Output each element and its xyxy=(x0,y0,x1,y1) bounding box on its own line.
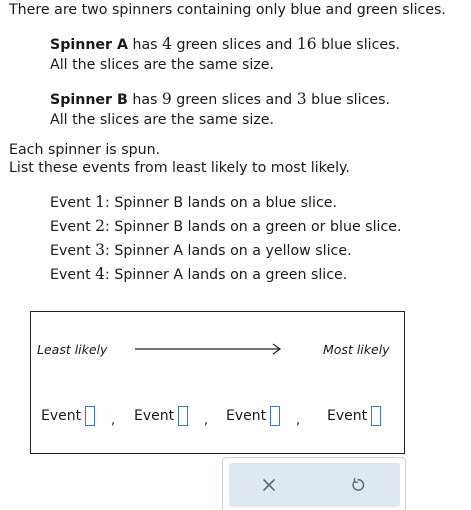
event-label: Event xyxy=(50,267,96,283)
event-item xyxy=(50,238,402,262)
slot-label: Event xyxy=(134,408,175,424)
slot-separator: , xyxy=(111,413,116,428)
spinner-a-blue-count: 16 xyxy=(296,35,317,53)
event-item xyxy=(50,190,402,214)
intro-text: There are two spinners containing only blue and green slices. xyxy=(9,2,446,18)
event-number: 1 xyxy=(95,193,106,211)
spinner-a-text: green slices and xyxy=(171,37,297,53)
least-likely-label: Least likely xyxy=(37,342,108,357)
answer-slot-1 xyxy=(41,405,95,426)
event-number: 3 xyxy=(95,241,106,259)
spinner-b-blue-count: 3 xyxy=(296,90,307,108)
slot-input-1[interactable] xyxy=(85,406,95,426)
event-label: Event xyxy=(50,195,96,211)
event-item xyxy=(50,262,402,286)
spinner-b-text: has xyxy=(127,92,162,108)
slot-input-3[interactable] xyxy=(270,406,280,426)
spinner-b-green-count: 9 xyxy=(161,90,172,108)
slot-separator: , xyxy=(204,413,209,428)
likelihood-arrow xyxy=(134,342,284,356)
slot-input-2[interactable] xyxy=(178,406,188,426)
slot-input-4[interactable] xyxy=(371,406,381,426)
spinner-b-text: green slices and xyxy=(171,92,297,108)
spinner-a-text: has xyxy=(127,37,163,53)
event-text: : Spinner A lands on a green slice. xyxy=(105,267,348,283)
answer-box xyxy=(30,311,405,454)
slot-separator: , xyxy=(296,413,301,428)
instruction xyxy=(9,141,350,177)
event-text: : Spinner B lands on a blue slice. xyxy=(105,195,337,211)
spinner-a-text: blue slices. xyxy=(316,37,401,53)
spinner-a-name: Spinner A xyxy=(50,37,128,53)
instruction-line2: List these events from least likely to most likely. xyxy=(9,160,350,176)
spinner-a-line2: All the slices are the same size. xyxy=(50,57,275,73)
slot-label: Event xyxy=(327,408,368,424)
spinner-b-name: Spinner B xyxy=(50,92,128,108)
answer-slot-4 xyxy=(327,405,381,426)
spinner-a-green-count: 4 xyxy=(162,35,172,53)
event-number: 2 xyxy=(95,217,106,235)
event-number: 4 xyxy=(95,265,106,283)
answer-slot-3 xyxy=(226,405,280,426)
slot-label: Event xyxy=(41,408,82,424)
spinner-a-description xyxy=(50,34,400,75)
event-label: Event xyxy=(50,219,96,235)
clear-button[interactable] xyxy=(239,463,299,507)
event-list xyxy=(50,190,402,286)
close-icon xyxy=(261,477,277,493)
event-text: : Spinner B lands on a green or blue slice. xyxy=(105,219,402,235)
event-text: : Spinner A lands on a yellow slice. xyxy=(105,243,352,259)
answer-toolbar xyxy=(229,463,400,507)
spinner-b-description xyxy=(50,89,390,130)
spinner-b-text: blue slices. xyxy=(306,92,390,108)
reset-button[interactable] xyxy=(328,463,388,507)
event-label: Event xyxy=(50,243,96,259)
spinner-b-line2: All the slices are the same size. xyxy=(50,112,275,128)
most-likely-label: Most likely xyxy=(323,342,390,357)
instruction-line1: Each spinner is spun. xyxy=(9,142,161,158)
undo-icon xyxy=(350,477,366,493)
event-item xyxy=(50,214,402,238)
answer-slot-2 xyxy=(134,405,188,426)
slot-label: Event xyxy=(226,408,267,424)
